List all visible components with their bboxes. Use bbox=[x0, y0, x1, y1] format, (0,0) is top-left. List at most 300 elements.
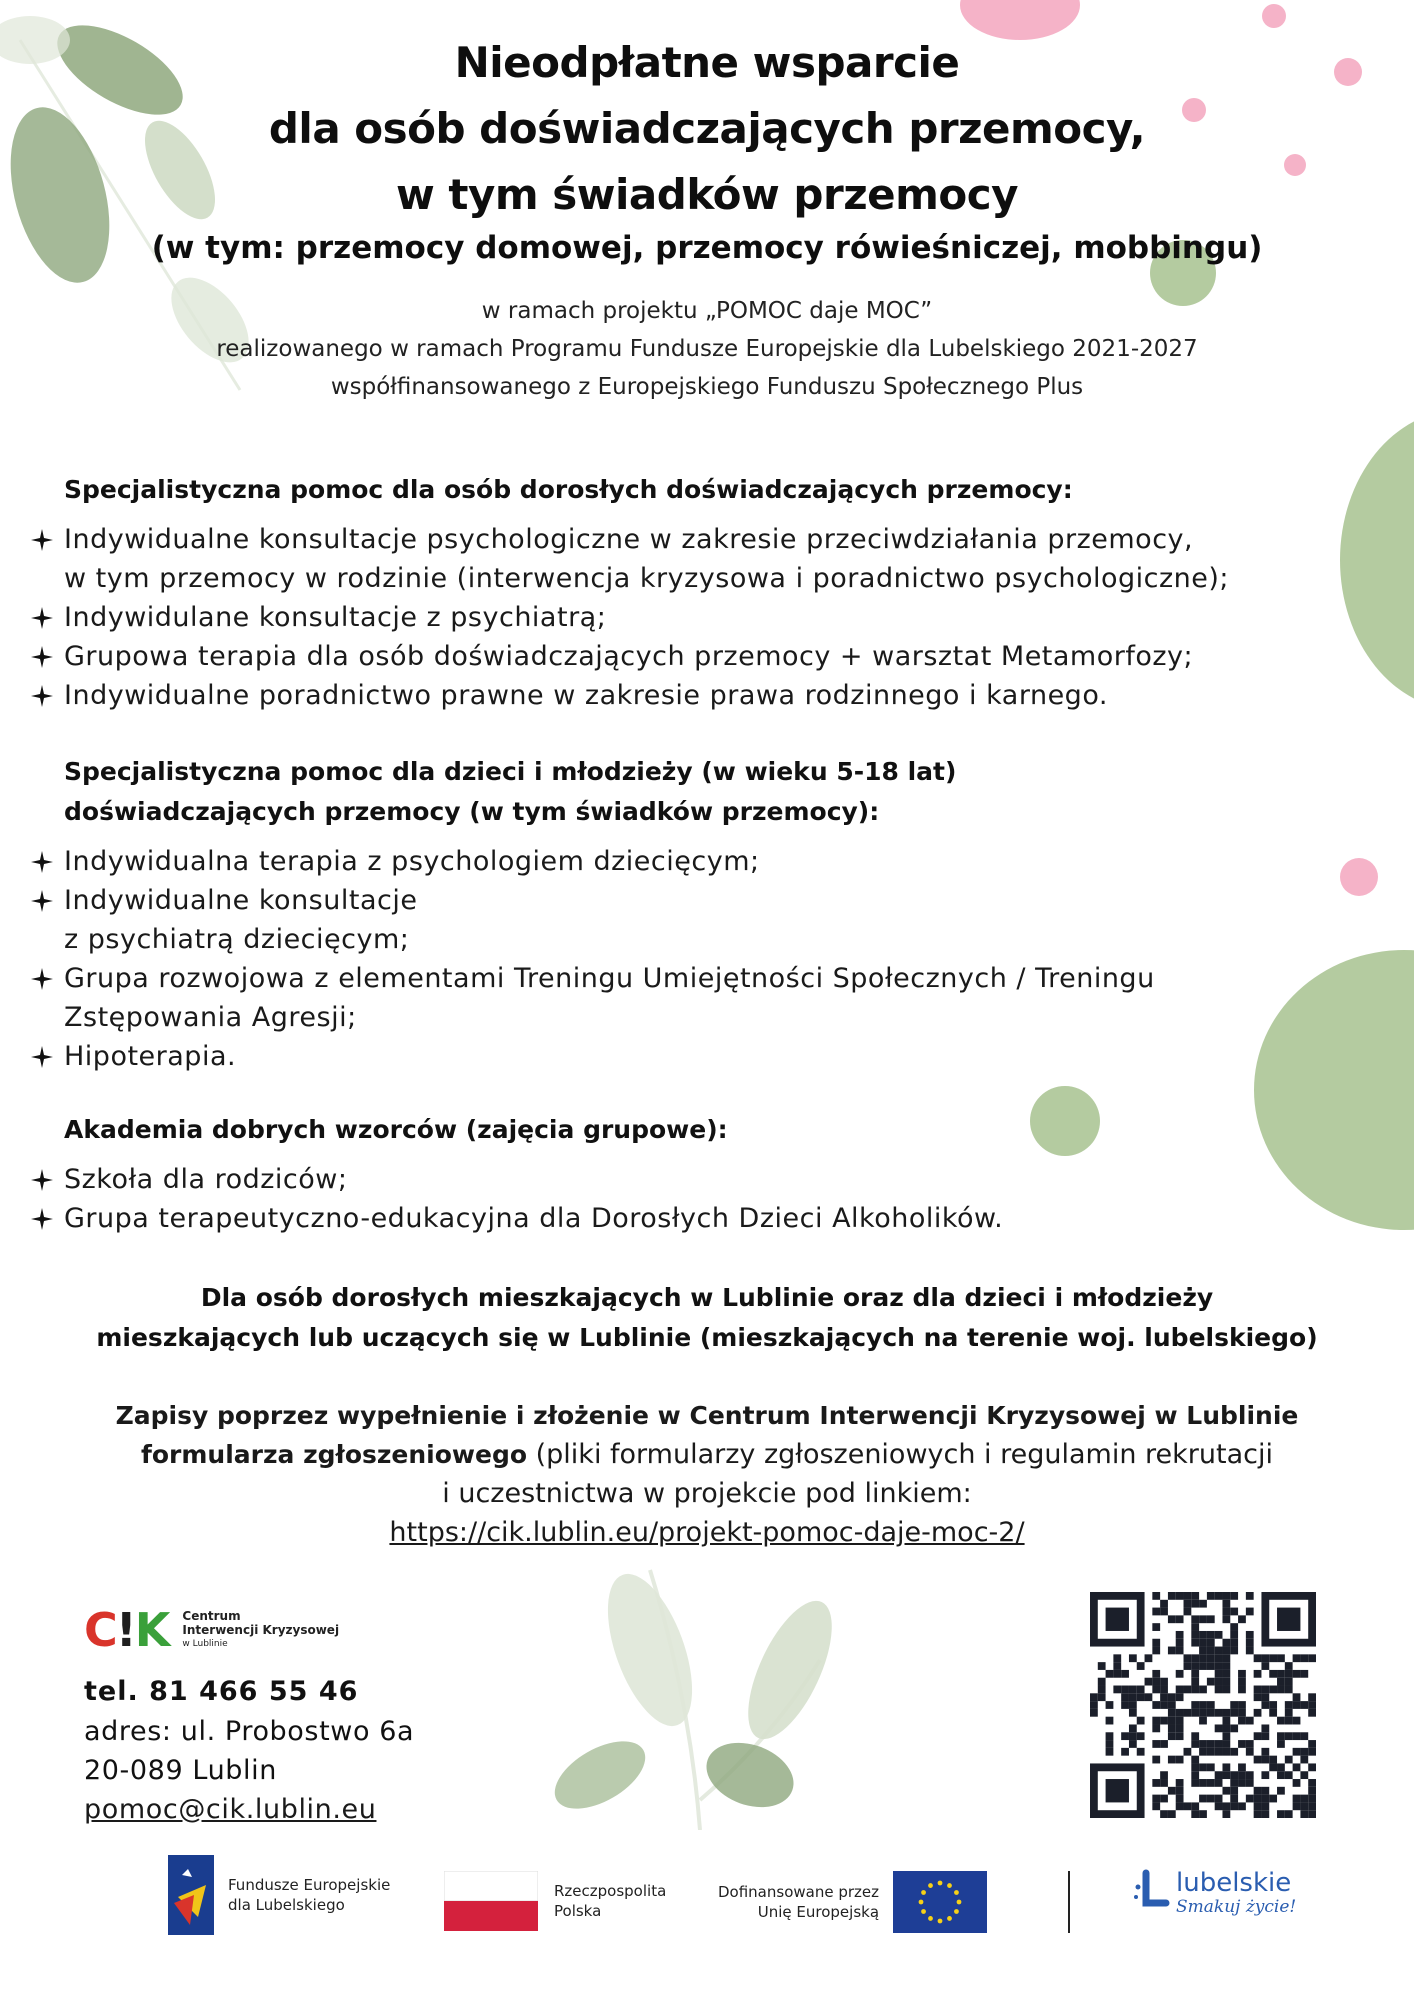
qr-module bbox=[1207, 1654, 1215, 1662]
qr-module bbox=[1222, 1670, 1230, 1678]
list-item bbox=[30, 1199, 1400, 1238]
qr-module bbox=[1285, 1732, 1293, 1740]
qr-module bbox=[1254, 1670, 1262, 1678]
qr-module bbox=[1246, 1771, 1254, 1779]
qr-module bbox=[1293, 1779, 1301, 1787]
qr-module bbox=[1285, 1701, 1293, 1709]
item-text: Indywidulane konsultacje z psychiatrą; bbox=[64, 602, 607, 633]
qr-module bbox=[1261, 1748, 1269, 1756]
qr-module bbox=[1261, 1701, 1269, 1709]
subtitle: (w tym: przemocy domowej, przemocy rówieśniczej, mobbingu) bbox=[151, 230, 1263, 266]
qr-module bbox=[1238, 1709, 1246, 1717]
qr-module bbox=[1137, 1686, 1145, 1694]
qr-module bbox=[1300, 1732, 1308, 1740]
qr-module bbox=[1145, 1693, 1153, 1701]
qr-module bbox=[1308, 1787, 1316, 1795]
qr-module bbox=[1277, 1608, 1300, 1631]
cik-logo-text bbox=[182, 1609, 339, 1651]
poland-flag-icon bbox=[444, 1871, 538, 1931]
qr-module bbox=[1222, 1748, 1230, 1756]
qr-module bbox=[1269, 1763, 1277, 1771]
qr-module bbox=[1308, 1779, 1316, 1787]
qr-module bbox=[1222, 1647, 1230, 1655]
qr-module bbox=[1176, 1631, 1184, 1639]
qr-module bbox=[1230, 1631, 1238, 1639]
qr-module bbox=[1191, 1771, 1199, 1779]
email-link[interactable]: pomoc@cik.lublin.eu bbox=[84, 1794, 377, 1825]
list-item bbox=[30, 676, 1400, 715]
eu-star bbox=[921, 1890, 926, 1895]
qr-module bbox=[1293, 1717, 1301, 1725]
qr-module bbox=[1308, 1740, 1316, 1748]
qr-module bbox=[1215, 1662, 1223, 1670]
rp-logo bbox=[444, 1871, 666, 1931]
qr-module bbox=[1129, 1686, 1137, 1694]
qr-module bbox=[1152, 1647, 1160, 1655]
qr-module bbox=[1230, 1771, 1238, 1779]
qr-module bbox=[1113, 1662, 1121, 1670]
qr-module bbox=[1184, 1802, 1192, 1810]
qr-module bbox=[1191, 1615, 1199, 1623]
qr-module bbox=[1191, 1654, 1199, 1662]
eu-star bbox=[954, 1890, 959, 1895]
qr-module bbox=[1277, 1678, 1285, 1686]
qr-module bbox=[1269, 1756, 1277, 1764]
qr-module bbox=[1308, 1654, 1316, 1662]
qr-module bbox=[1238, 1740, 1246, 1748]
qr-module bbox=[1277, 1771, 1285, 1779]
qr-module bbox=[1160, 1693, 1168, 1701]
qr-module bbox=[1199, 1779, 1207, 1787]
qr-module bbox=[1269, 1654, 1277, 1662]
section-academy bbox=[30, 1110, 1400, 1238]
qr-module bbox=[1261, 1693, 1269, 1701]
qr-module bbox=[1199, 1662, 1207, 1670]
qr-module bbox=[1199, 1615, 1207, 1623]
qr-module bbox=[1129, 1709, 1137, 1717]
heading-line: Specjalistyczna pomoc dla osób dorosłych doświadczających przemocy: bbox=[64, 475, 1073, 504]
qr-module bbox=[1176, 1795, 1184, 1803]
qr-module bbox=[1261, 1654, 1269, 1662]
qr-module bbox=[1168, 1592, 1176, 1600]
qr-module bbox=[1129, 1701, 1137, 1709]
qr-module bbox=[1199, 1631, 1207, 1639]
qr-module bbox=[1176, 1592, 1184, 1600]
rp-text: Polska bbox=[554, 1902, 602, 1920]
qr-module bbox=[1160, 1600, 1168, 1608]
eu-star bbox=[938, 1919, 943, 1924]
qr-module bbox=[1261, 1756, 1269, 1764]
qr-module bbox=[1160, 1717, 1168, 1725]
eu-star bbox=[919, 1900, 924, 1905]
qr-module bbox=[1191, 1732, 1199, 1740]
qr-module bbox=[1222, 1686, 1230, 1694]
qr-module bbox=[1269, 1686, 1277, 1694]
qr-module bbox=[1199, 1600, 1207, 1608]
sparkle-icon bbox=[30, 684, 54, 708]
qr-module bbox=[1106, 1732, 1114, 1740]
decorative-leaves-bottom bbox=[540, 1540, 870, 1830]
qr-module bbox=[1113, 1686, 1121, 1694]
qr-module bbox=[1137, 1717, 1145, 1725]
sparkle-icon bbox=[30, 645, 54, 669]
qr-module bbox=[1285, 1686, 1293, 1694]
qr-module bbox=[1261, 1802, 1269, 1810]
registration-link[interactable]: https://cik.lublin.eu/projekt-pomoc-daje-moc-2/ bbox=[389, 1517, 1025, 1548]
qr-module bbox=[1121, 1732, 1129, 1740]
section-adults bbox=[30, 470, 1400, 715]
footer-logos bbox=[0, 1855, 1414, 1955]
qr-module bbox=[1277, 1654, 1285, 1662]
qr-module bbox=[1215, 1779, 1223, 1787]
qr-module bbox=[1293, 1802, 1301, 1810]
qr-module bbox=[1199, 1686, 1207, 1694]
qr-module bbox=[1215, 1771, 1223, 1779]
qr-module bbox=[1207, 1631, 1215, 1639]
qr-module bbox=[1168, 1787, 1176, 1795]
qr-module bbox=[1168, 1709, 1176, 1717]
qr-module bbox=[1215, 1592, 1223, 1600]
qr-module bbox=[1191, 1802, 1199, 1810]
item-text: Szkoła dla rodziców; bbox=[64, 1164, 348, 1195]
qr-module bbox=[1168, 1701, 1176, 1709]
qr-module bbox=[1199, 1740, 1207, 1748]
qr-module bbox=[1308, 1802, 1316, 1810]
qr-module bbox=[1199, 1654, 1207, 1662]
qr-module bbox=[1222, 1724, 1230, 1732]
eu-text: Unię Europejską bbox=[757, 1903, 880, 1921]
qr-module bbox=[1129, 1732, 1137, 1740]
qr-module bbox=[1246, 1647, 1254, 1655]
qr-module bbox=[1090, 1709, 1098, 1717]
qr-module bbox=[1222, 1771, 1230, 1779]
qr-module bbox=[1160, 1795, 1168, 1803]
qr-module bbox=[1199, 1717, 1207, 1725]
eu-star bbox=[957, 1900, 962, 1905]
list-item bbox=[30, 1037, 1400, 1076]
qr-module bbox=[1238, 1802, 1246, 1810]
qr-module bbox=[1222, 1717, 1230, 1725]
qr-module bbox=[1191, 1701, 1199, 1709]
heading-line: Akademia dobrych wzorców (zajęcia grupowe): bbox=[64, 1115, 728, 1144]
qr-module bbox=[1230, 1787, 1238, 1795]
qr-module bbox=[1184, 1748, 1192, 1756]
qr-module bbox=[1176, 1639, 1184, 1647]
eu-text: Dofinansowane przez bbox=[718, 1883, 880, 1901]
qr-module bbox=[1152, 1701, 1160, 1709]
qr-module bbox=[1277, 1787, 1285, 1795]
qr-module bbox=[1230, 1709, 1238, 1717]
qr-module bbox=[1191, 1779, 1199, 1787]
section-heading bbox=[30, 752, 1400, 832]
qr-module bbox=[1246, 1740, 1254, 1748]
qr-module bbox=[1230, 1592, 1238, 1600]
qr-module bbox=[1285, 1678, 1293, 1686]
qr-module bbox=[1207, 1615, 1215, 1623]
fe-flag-icon bbox=[168, 1855, 214, 1935]
qr-module bbox=[1176, 1779, 1184, 1787]
qr-module bbox=[1222, 1608, 1230, 1616]
qr-module bbox=[1168, 1717, 1176, 1725]
qr-module bbox=[1215, 1740, 1223, 1748]
qr-module bbox=[1222, 1654, 1230, 1662]
qr-module bbox=[1199, 1810, 1207, 1818]
qr-module bbox=[1277, 1810, 1285, 1818]
qr-module bbox=[1207, 1740, 1215, 1748]
qr-module bbox=[1176, 1717, 1184, 1725]
sparkle-icon bbox=[30, 889, 54, 913]
qr-module bbox=[1222, 1810, 1230, 1818]
eu-star bbox=[954, 1909, 959, 1914]
contact-block bbox=[84, 1600, 544, 1829]
qr-module bbox=[1152, 1779, 1160, 1787]
qr-module bbox=[1277, 1740, 1285, 1748]
phone-number[interactable]: tel. 81 466 55 46 bbox=[84, 1676, 359, 1707]
qr-module bbox=[1121, 1701, 1129, 1709]
qr-module bbox=[1215, 1748, 1223, 1756]
qr-module bbox=[1137, 1693, 1145, 1701]
address-street: adres: ul. Probostwo 6a bbox=[84, 1716, 415, 1747]
address-city: 20-089 Lublin bbox=[84, 1755, 277, 1786]
qr-module bbox=[1191, 1639, 1199, 1647]
qr-module bbox=[1308, 1693, 1316, 1701]
eu-flag-icon bbox=[893, 1871, 987, 1933]
qr-module bbox=[1160, 1701, 1168, 1709]
qr-module bbox=[1230, 1724, 1238, 1732]
qr-module bbox=[1222, 1709, 1230, 1717]
qr-module bbox=[1152, 1623, 1160, 1631]
qr-module bbox=[1199, 1748, 1207, 1756]
qr-module bbox=[1152, 1608, 1160, 1616]
list-item bbox=[30, 842, 1400, 881]
qr-module bbox=[1191, 1623, 1199, 1631]
logo-text-line: w Lublinie bbox=[182, 1639, 228, 1649]
qr-module bbox=[1207, 1662, 1215, 1670]
qr-module bbox=[1160, 1686, 1168, 1694]
qr-module bbox=[1207, 1795, 1215, 1803]
qr-module bbox=[1285, 1810, 1293, 1818]
rp-text: Rzeczpospolita bbox=[554, 1882, 667, 1900]
qr-module bbox=[1191, 1600, 1199, 1608]
qr-module bbox=[1300, 1810, 1308, 1818]
qr-module bbox=[1238, 1670, 1246, 1678]
list-item bbox=[30, 959, 1400, 1037]
section-children bbox=[30, 752, 1400, 1076]
qr-module bbox=[1230, 1802, 1238, 1810]
qr-module bbox=[1293, 1693, 1301, 1701]
lubelskie-text: lubelskie bbox=[1176, 1868, 1292, 1898]
qr-module bbox=[1152, 1802, 1160, 1810]
qr-module bbox=[1238, 1701, 1246, 1709]
fe-logo bbox=[168, 1855, 390, 1935]
qr-module bbox=[1300, 1748, 1308, 1756]
fe-text: Fundusze Europejskie bbox=[228, 1876, 391, 1894]
qr-module bbox=[1293, 1763, 1301, 1771]
qr-module bbox=[1285, 1771, 1293, 1779]
eligibility-note bbox=[0, 1278, 1414, 1358]
heading-line: doświadczających przemocy (w tym świadków przemocy): bbox=[64, 797, 880, 826]
qr-module bbox=[1106, 1748, 1114, 1756]
qr-module bbox=[1300, 1802, 1308, 1810]
qr-module bbox=[1277, 1732, 1285, 1740]
logo-text-line: Interwencji Kryzysowej bbox=[182, 1623, 340, 1637]
qr-module bbox=[1207, 1639, 1215, 1647]
qr-module bbox=[1254, 1787, 1262, 1795]
qr-module bbox=[1098, 1678, 1106, 1686]
qr-module bbox=[1106, 1670, 1114, 1678]
qr-module bbox=[1261, 1810, 1269, 1818]
qr-module bbox=[1261, 1771, 1269, 1779]
qr-module bbox=[1300, 1701, 1308, 1709]
qr-module bbox=[1277, 1717, 1285, 1725]
qr-module bbox=[1207, 1701, 1215, 1709]
qr-module bbox=[1293, 1748, 1301, 1756]
qr-module bbox=[1113, 1670, 1121, 1678]
qr-module bbox=[1184, 1608, 1192, 1616]
qr-module bbox=[1152, 1795, 1160, 1803]
qr-module bbox=[1191, 1740, 1199, 1748]
qr-module bbox=[1152, 1686, 1160, 1694]
title-line: w tym świadków przemocy bbox=[395, 170, 1019, 219]
project-info bbox=[0, 292, 1414, 406]
qr-module bbox=[1199, 1763, 1207, 1771]
list-item bbox=[30, 520, 1400, 598]
qr-module bbox=[1098, 1686, 1106, 1694]
qr-module bbox=[1113, 1654, 1121, 1662]
item-text: Grupowa terapia dla osób doświadczających przemocy + warsztat Metamorfozy; bbox=[64, 641, 1194, 672]
qr-module bbox=[1160, 1810, 1168, 1818]
qr-module bbox=[1238, 1686, 1246, 1694]
sparkle-icon bbox=[30, 1045, 54, 1069]
qr-module bbox=[1246, 1608, 1254, 1616]
eu-star bbox=[928, 1916, 933, 1921]
qr-module bbox=[1176, 1615, 1184, 1623]
qr-module bbox=[1207, 1709, 1215, 1717]
eu-star bbox=[947, 1916, 952, 1921]
qr-module bbox=[1308, 1701, 1316, 1709]
page-title bbox=[0, 30, 1414, 270]
item-text: Indywidualna terapia z psychologiem dziecięcym; bbox=[64, 846, 760, 877]
qr-module bbox=[1207, 1779, 1215, 1787]
item-text: Indywidualne konsultacje psychologiczne w zakresie przeciwdziałania przemocy, bbox=[64, 524, 1194, 555]
qr-module bbox=[1168, 1724, 1176, 1732]
qr-module bbox=[1261, 1795, 1269, 1803]
section-heading bbox=[30, 470, 1400, 510]
qr-module bbox=[1191, 1686, 1199, 1694]
registration-info bbox=[0, 1396, 1414, 1552]
qr-module bbox=[1176, 1693, 1184, 1701]
qr-module bbox=[1106, 1701, 1114, 1709]
qr-module bbox=[1191, 1678, 1199, 1686]
qr-module bbox=[1121, 1748, 1129, 1756]
qr-module bbox=[1106, 1779, 1129, 1802]
qr-module bbox=[1222, 1732, 1230, 1740]
eu-star bbox=[947, 1883, 952, 1888]
qr-module bbox=[1199, 1647, 1207, 1655]
qr-code[interactable] bbox=[1090, 1592, 1316, 1818]
qr-module bbox=[1269, 1709, 1277, 1717]
eligibility-line: mieszkających lub uczących się w Lublinie (mieszkających na terenie woj. lubelskiego) bbox=[96, 1323, 1318, 1352]
qr-module bbox=[1254, 1756, 1262, 1764]
qr-module bbox=[1121, 1670, 1129, 1678]
qr-module bbox=[1168, 1810, 1176, 1818]
qr-module bbox=[1207, 1678, 1215, 1686]
decorative-dot bbox=[1262, 4, 1286, 28]
qr-module bbox=[1222, 1763, 1230, 1771]
qr-module bbox=[1176, 1787, 1184, 1795]
qr-module bbox=[1184, 1654, 1192, 1662]
eu-star bbox=[928, 1883, 933, 1888]
section-heading bbox=[30, 1110, 1400, 1150]
qr-module bbox=[1222, 1662, 1230, 1670]
qr-module bbox=[1222, 1592, 1230, 1600]
qr-module bbox=[1191, 1756, 1199, 1764]
item-text: Zstępowania Agresji; bbox=[64, 1002, 357, 1033]
qr-module bbox=[1152, 1670, 1160, 1678]
qr-module bbox=[1269, 1795, 1277, 1803]
qr-module bbox=[1300, 1795, 1308, 1803]
qr-module bbox=[1191, 1592, 1199, 1600]
qr-module bbox=[1184, 1592, 1192, 1600]
logo-text-line: Centrum bbox=[182, 1609, 241, 1623]
qr-module bbox=[1285, 1670, 1293, 1678]
project-line: w ramach projektu „POMOC daje MOC” bbox=[481, 298, 933, 324]
sparkle-icon bbox=[30, 528, 54, 552]
qr-module bbox=[1137, 1662, 1145, 1670]
qr-module bbox=[1191, 1763, 1199, 1771]
qr-module bbox=[1230, 1748, 1238, 1756]
qr-module bbox=[1285, 1709, 1293, 1717]
qr-module bbox=[1215, 1686, 1223, 1694]
qr-module bbox=[1230, 1639, 1238, 1647]
qr-module bbox=[1215, 1795, 1223, 1803]
eligibility-line: Dla osób dorosłych mieszkających w Lublinie oraz dla dzieci i młodzieży bbox=[200, 1283, 1214, 1312]
qr-module bbox=[1308, 1810, 1316, 1818]
qr-module bbox=[1254, 1686, 1262, 1694]
qr-module bbox=[1261, 1732, 1269, 1740]
qr-module bbox=[1246, 1717, 1254, 1725]
list-item bbox=[30, 1160, 1400, 1199]
qr-module bbox=[1160, 1678, 1168, 1686]
qr-module bbox=[1106, 1740, 1114, 1748]
qr-module bbox=[1300, 1654, 1308, 1662]
list-item bbox=[30, 598, 1400, 637]
qr-module bbox=[1215, 1802, 1223, 1810]
title-line: Nieodpłatne wsparcie bbox=[454, 38, 960, 87]
qr-module bbox=[1168, 1693, 1176, 1701]
qr-module bbox=[1293, 1670, 1301, 1678]
eu-logo bbox=[718, 1871, 987, 1933]
qr-module bbox=[1168, 1615, 1176, 1623]
qr-module bbox=[1191, 1631, 1199, 1639]
qr-module bbox=[1145, 1678, 1153, 1686]
qr-module bbox=[1160, 1740, 1168, 1748]
qr-module bbox=[1308, 1748, 1316, 1756]
qr-module bbox=[1254, 1732, 1262, 1740]
qr-module bbox=[1215, 1631, 1223, 1639]
qr-module bbox=[1199, 1709, 1207, 1717]
qr-module bbox=[1176, 1670, 1184, 1678]
qr-module bbox=[1199, 1639, 1207, 1647]
qr-module bbox=[1207, 1763, 1215, 1771]
list-item bbox=[30, 637, 1400, 676]
qr-module bbox=[1215, 1654, 1223, 1662]
qr-module bbox=[1121, 1693, 1129, 1701]
qr-module bbox=[1176, 1647, 1184, 1655]
qr-module bbox=[1191, 1662, 1199, 1670]
qr-module bbox=[1207, 1748, 1215, 1756]
qr-module bbox=[1160, 1771, 1168, 1779]
